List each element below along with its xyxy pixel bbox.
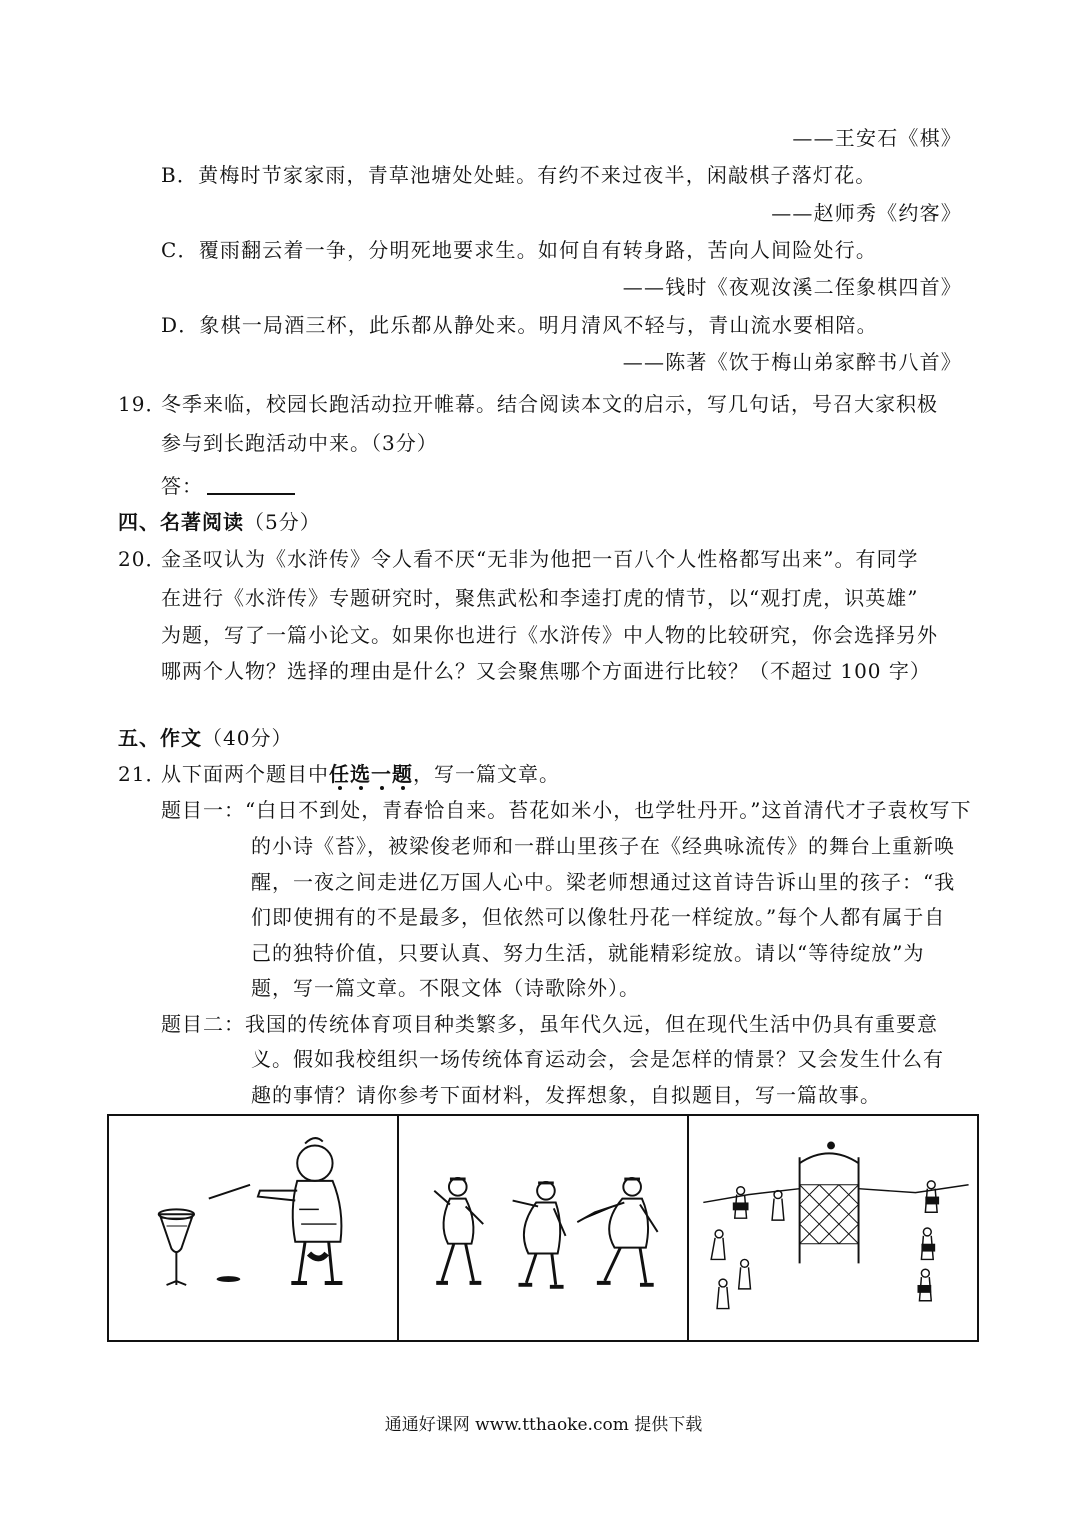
illustration-cuju-game — [689, 1116, 977, 1340]
q18-c-source: ——钱时《夜观汝溪二侄象棋四首》 — [622, 275, 962, 299]
topic-1-line-6: 题，写一篇文章。不限文体（诗歌除外）。 — [251, 976, 640, 1000]
q18-option-b: B．黄梅时节家家雨，青草池塘处处蛙。有约不来过夜半，闲敲棋子落灯花。 — [161, 163, 877, 187]
topic-1-line-1: 题目一：“白日不到处，青春恰自来。苔花如米小，也学牡丹开。”这首清代才子袁枚写下 — [161, 798, 972, 822]
q20-number: 20． — [118, 547, 167, 571]
topic-1-line-4: 们即使拥有的不是最多，但依然可以像牡丹花一样绽放。”每个人都有属于自 — [251, 905, 946, 929]
illustration-pitch-pot — [109, 1116, 399, 1340]
q19-answer — [161, 472, 295, 500]
q21-intro — [161, 760, 560, 788]
q18-d-source: ——陈著《饮于梅山弟家醉书八首》 — [622, 350, 962, 374]
q20-line-4: 哪两个人物？选择的理由是什么？又会聚焦哪个方面进行比较？（不超过 100 字） — [161, 659, 931, 683]
section-4-heading — [118, 508, 321, 536]
topic-2-line-2: 义。假如我校组织一场传统体育运动会，会是怎样的情景？又会发生什么有 — [251, 1047, 944, 1071]
answer-label: 答： — [161, 474, 203, 498]
topic-1-line-3: 醒，一夜之间走进亿万国人心中。梁老师想通过这首诗告诉山里的孩子：“我 — [251, 870, 956, 894]
q21-intro-before: 从下面两个题目中 — [161, 762, 329, 786]
footer-credit: 通通好课网 www.tthaoke.com 提供下载 — [384, 1415, 703, 1435]
section-5-points: （40分） — [202, 726, 293, 750]
topic-2-line-1: 题目二：我国的传统体育项目种类繁多，虽年代久远，但在现代生活中仍具有重要意 — [161, 1012, 938, 1036]
q19-number: 19． — [118, 392, 167, 416]
topic-1-line-2: 的小诗《苔》，被梁俊老师和一群山里孩子在《经典咏流传》的舞台上重新唤 — [251, 834, 955, 858]
pitch-pot-drawing — [109, 1116, 397, 1340]
q20-line-3: 为题，写了一篇小论文。如果你也进行《水浒传》中人物的比较研究，你会选择另外 — [161, 623, 938, 647]
section-4-title: 四、名著阅读 — [118, 510, 244, 534]
section-5-title: 五、作文 — [118, 726, 202, 750]
q19-line-2: 参与到长跑活动中来。（3分） — [161, 431, 438, 455]
emphasis-dots — [329, 786, 413, 792]
topic-1-line-5: 己的独特价值，只要认真、努力生活，就能精彩绽放。请以“等待绽放”为 — [251, 941, 925, 965]
section-4-points: （5分） — [244, 510, 321, 534]
q19-line-1: 冬季来临，校园长跑活动拉开帷幕。结合阅读本文的启示，写几句话，号召大家积极 — [161, 392, 938, 416]
q18-option-c: C．覆雨翻云着一争，分明死地要求生。如何自有转身路，苦向人间险处行。 — [161, 238, 878, 262]
section-5-heading — [118, 724, 292, 752]
material-illustrations — [107, 1114, 979, 1342]
illustration-martial-figures — [399, 1116, 689, 1340]
q20-line-1: 金圣叹认为《水浒传》令人看不厌“无非为他把一百八个人性格都写出来”。有同学 — [161, 547, 919, 571]
q20-line-2: 在进行《水浒传》专题研究时，聚焦武松和李逵打虎的情节，以“观打虎，识英雄” — [161, 586, 919, 610]
q18-b-source: ——赵师秀《约客》 — [771, 201, 962, 225]
cuju-game-drawing — [689, 1116, 977, 1340]
q18-option-d: D．象棋一局酒三杯，此乐都从静处来。明月清风不轻与，青山流水要相陪。 — [161, 313, 878, 337]
q18-a-source: ——王安石《棋》 — [792, 126, 962, 150]
martial-figures-drawing — [399, 1116, 687, 1340]
topic-2-line-3: 趣的事情？请你参考下面材料，发挥想象，自拟题目，写一篇故事。 — [251, 1083, 881, 1107]
answer-blank[interactable] — [207, 473, 295, 495]
q21-intro-after: ，写一篇文章。 — [413, 762, 560, 786]
q21-number: 21． — [118, 762, 167, 786]
q21-intro-emphasis: 任选一题 — [329, 760, 413, 788]
